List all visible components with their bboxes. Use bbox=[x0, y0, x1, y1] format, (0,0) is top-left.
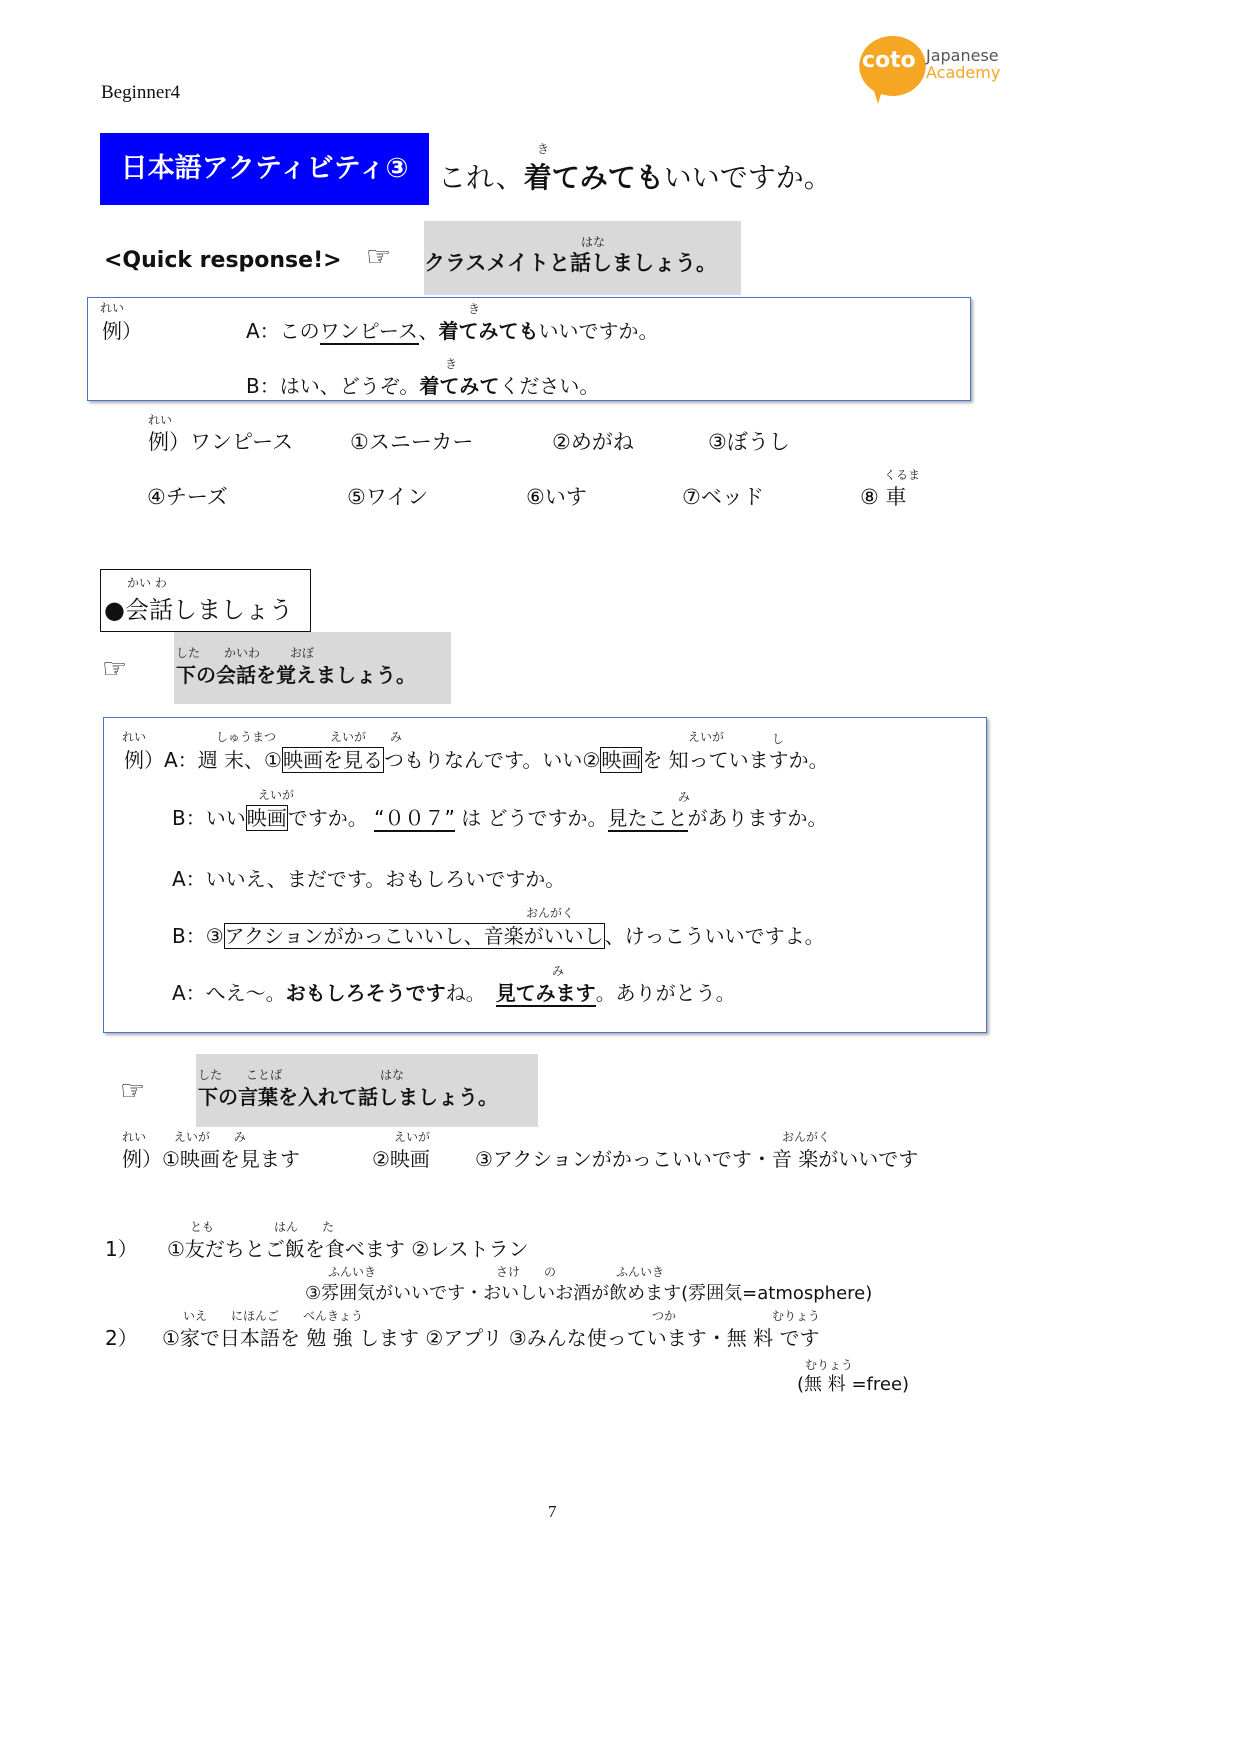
practice-instruction-box bbox=[196, 1054, 538, 1127]
pointing-hand-icon-2: ☞ bbox=[102, 652, 128, 685]
example-item-underline: ワンピース bbox=[319, 319, 419, 343]
items-ruby-rei: れい bbox=[148, 413, 173, 427]
item-7: ⑦ベッド bbox=[682, 485, 764, 509]
ruby-oboe: おぼ bbox=[290, 646, 315, 660]
ruby-ki-a: き bbox=[468, 302, 481, 316]
ruby-shi: し bbox=[772, 732, 785, 746]
practice-1-a: ①友だちとご飯を食べます ②レストラン bbox=[167, 1237, 529, 1261]
dialog-line-2: B：いい映画ですか。 “００７” は どうですか。見たことがありますか。 bbox=[172, 806, 828, 830]
ruby-mi-1: み bbox=[678, 790, 691, 804]
ruby-shita: した bbox=[176, 646, 201, 660]
ruby-kotoba: ことば bbox=[246, 1068, 283, 1082]
practice-1-num: 1） bbox=[105, 1237, 138, 1261]
item-2: ②めがね bbox=[552, 430, 634, 454]
logo-line2: Academy bbox=[926, 63, 1001, 82]
dialog-line-5: A：へえ～。おもしろそうですね。 見てみます。ありがとう。 bbox=[172, 981, 736, 1005]
dialog-line-4: B：③アクションがかっこいいし、音楽がいいし、けっこういいですよ。 bbox=[172, 924, 825, 948]
practice-instruction: 下の言葉を入れて話しましょう。 bbox=[198, 1085, 498, 1109]
practice-ex-c: ③アクションがかっこいいです・音 楽がいいです bbox=[475, 1147, 919, 1171]
ruby-hana-2: はな bbox=[380, 1068, 405, 1082]
item-1: ①スニーカー bbox=[350, 430, 474, 454]
ruby-rei: れい bbox=[100, 301, 125, 315]
item-rei: 例）ワンピース bbox=[148, 430, 294, 454]
logo-line1: Japanese bbox=[926, 46, 999, 65]
logo-word: coto bbox=[862, 48, 916, 73]
quick-response-label: <Quick response!> bbox=[104, 248, 342, 273]
title-bold: 着てみても bbox=[523, 161, 664, 194]
underline-007: “００７” bbox=[374, 806, 455, 830]
pointing-hand-icon: ☞ bbox=[366, 240, 392, 273]
quick-instruction-box bbox=[424, 221, 741, 295]
kaiwa-instruction: 下の会話を覚えましょう。 bbox=[176, 663, 416, 687]
practice-ex-b-ruby: えいが bbox=[394, 1130, 431, 1144]
practice-2-ruby2: つか むりょう bbox=[652, 1309, 821, 1323]
underline-mitemimasu: 見てみます bbox=[495, 981, 596, 1005]
ruby-shuumatsu: しゅうまつ bbox=[216, 730, 277, 744]
title-ruby: き bbox=[537, 142, 550, 156]
ruby-eiga-1: えいが bbox=[688, 730, 725, 744]
ruby-eiga-2: えいが bbox=[258, 788, 295, 802]
practice-1-b: ③雰囲気がいいです・おいしいお酒が飲めます(雰囲気=atmosphere) bbox=[305, 1283, 873, 1304]
ruby-ongaku: おんがく bbox=[526, 906, 575, 920]
practice-1-ruby: とも はん た bbox=[190, 1220, 335, 1234]
ruby-shita-2: した bbox=[198, 1068, 223, 1082]
kaiwa-box bbox=[100, 569, 311, 632]
item-3: ③ぼうし bbox=[708, 430, 790, 454]
ruby-hana: はな bbox=[581, 235, 606, 249]
quick-instruction: クラスメイトと話しましょう。 bbox=[424, 251, 717, 275]
item-8: ⑧ 車 bbox=[860, 485, 907, 509]
practice-2-a: ①家で日本語を 勉 強 します ②アプリ ③みんな使っています・無 料 です bbox=[162, 1326, 820, 1350]
item-5: ⑤ワイン bbox=[347, 485, 429, 509]
example-label: 例） bbox=[102, 319, 142, 343]
box-eiga-wo-miru: 映画を見る bbox=[282, 748, 383, 772]
example-line-b: B：はい、どうぞ。着てみてください。 bbox=[246, 374, 600, 398]
practice-ex-a: 例）①映画を見ます bbox=[122, 1147, 300, 1171]
ruby-eiga-mi: えいが み bbox=[330, 730, 403, 744]
box-eiga-2: 映画 bbox=[246, 806, 287, 830]
pointing-hand-icon-3: ☞ bbox=[120, 1074, 146, 1107]
practice-2-num: 2） bbox=[105, 1326, 138, 1350]
coto-logo bbox=[856, 34, 926, 98]
ruby-mi-2: み bbox=[552, 964, 565, 978]
example-box bbox=[87, 297, 971, 401]
kaiwa-ruby: かい わ bbox=[127, 576, 167, 590]
kaiwa-label: ●会話しましょう bbox=[104, 596, 293, 624]
dialog-box bbox=[103, 717, 987, 1033]
ruby-kaiwa: かいわ bbox=[224, 646, 261, 660]
practice-ex-c-ruby: おんがく bbox=[782, 1130, 831, 1144]
ruby-ki-b: き bbox=[445, 357, 458, 371]
practice-1-ruby2: ふんいき さけ の ふんいき bbox=[328, 1265, 665, 1279]
item-4: ④チーズ bbox=[147, 485, 228, 509]
page-number: 7 bbox=[548, 1502, 557, 1521]
dialog-line-1: 例）A：週 末、①映画を見るつもりなんです。いい②映画を 知っていますか。 bbox=[124, 748, 829, 772]
kaiwa-instruction-box bbox=[174, 632, 451, 704]
level-label: Beginner4 bbox=[101, 82, 181, 103]
practice-2-note-ruby: むりょう bbox=[805, 1358, 854, 1372]
title-pre: これ、 bbox=[438, 161, 524, 194]
practice-ex-b: ②映画 bbox=[372, 1147, 430, 1171]
box-eiga: 映画 bbox=[601, 748, 642, 772]
item-6: ⑥いす bbox=[526, 485, 587, 509]
practice-2-note: (無 料 =free) bbox=[797, 1374, 910, 1395]
practice-2-ruby: いえ にほんご べんきょう bbox=[183, 1309, 364, 1323]
box-action: アクションがかっこいいし、音楽がいいし bbox=[224, 924, 604, 948]
ruby-rei-2: れい bbox=[122, 730, 147, 744]
ruby-kuruma: くるま bbox=[884, 468, 921, 482]
activity-banner: 日本語アクティビティ③ bbox=[100, 133, 429, 205]
example-line-a: A：このワンピース、着てみてもいいですか。 bbox=[246, 319, 659, 343]
title-sentence bbox=[438, 156, 832, 196]
practice-ex-ruby: れい えいが み bbox=[122, 1130, 246, 1144]
dialog-line-3: A：いいえ、まだです。おもしろいですか。 bbox=[172, 867, 566, 891]
title-post: いいですか。 bbox=[663, 161, 832, 194]
underline-mita-koto: 見たこと bbox=[607, 806, 688, 830]
